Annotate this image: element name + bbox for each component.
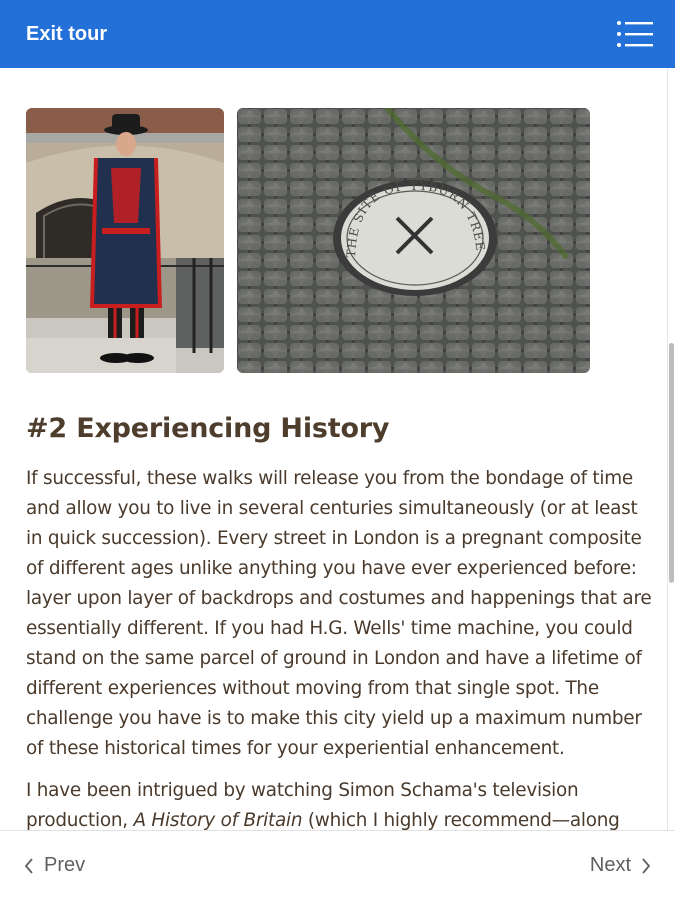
article-paragraph: If successful, these walks will release you from the bondage of time and allow you to live in several centuries simultaneously (or at least in quick succession). Every street in London is a pregnant composite of different ages unlike anything you have ever experienced before: layer upon layer of backdrops and costumes and happenings that are essentially different. If you had H.G. Wells' time machine, you could stand on the same parcel of ground in London and have a lifetime of different experiences without moving from that single spot. The challenge you have is to make this city yield up a maximum number of these historical times for your experiential enhancement. [26, 468, 652, 759]
plaque-text: THE SITE OF TYBURN TREE [343, 178, 488, 258]
next-button[interactable] [590, 854, 651, 877]
exit-tour-link[interactable]: Exit tour [26, 22, 108, 45]
next-label: Next [589, 854, 631, 876]
book-title: A History of Britain [133, 810, 303, 830]
scrollbar[interactable] [668, 68, 675, 830]
article-paragraph [26, 776, 658, 830]
tour-content[interactable] [0, 68, 668, 830]
list-menu-icon[interactable] [617, 19, 653, 49]
scrollbar-thumb[interactable] [669, 343, 674, 583]
paragraph-text: I have been intrigued by watching Simon Schama's television production, [26, 780, 579, 830]
beefeater-photo [26, 108, 224, 373]
tyburn-tree-plaque-photo [237, 108, 590, 373]
chevron-left-icon [24, 857, 34, 875]
top-bar [0, 0, 675, 68]
bottom-nav [0, 830, 675, 900]
image-row [26, 108, 668, 373]
chevron-right-icon [641, 857, 651, 875]
article-title: #2 Experiencing History [26, 413, 390, 444]
prev-button[interactable] [24, 854, 85, 877]
paragraph-text: (which I highly recommend—along [302, 810, 620, 830]
prev-label: Prev [44, 854, 86, 876]
